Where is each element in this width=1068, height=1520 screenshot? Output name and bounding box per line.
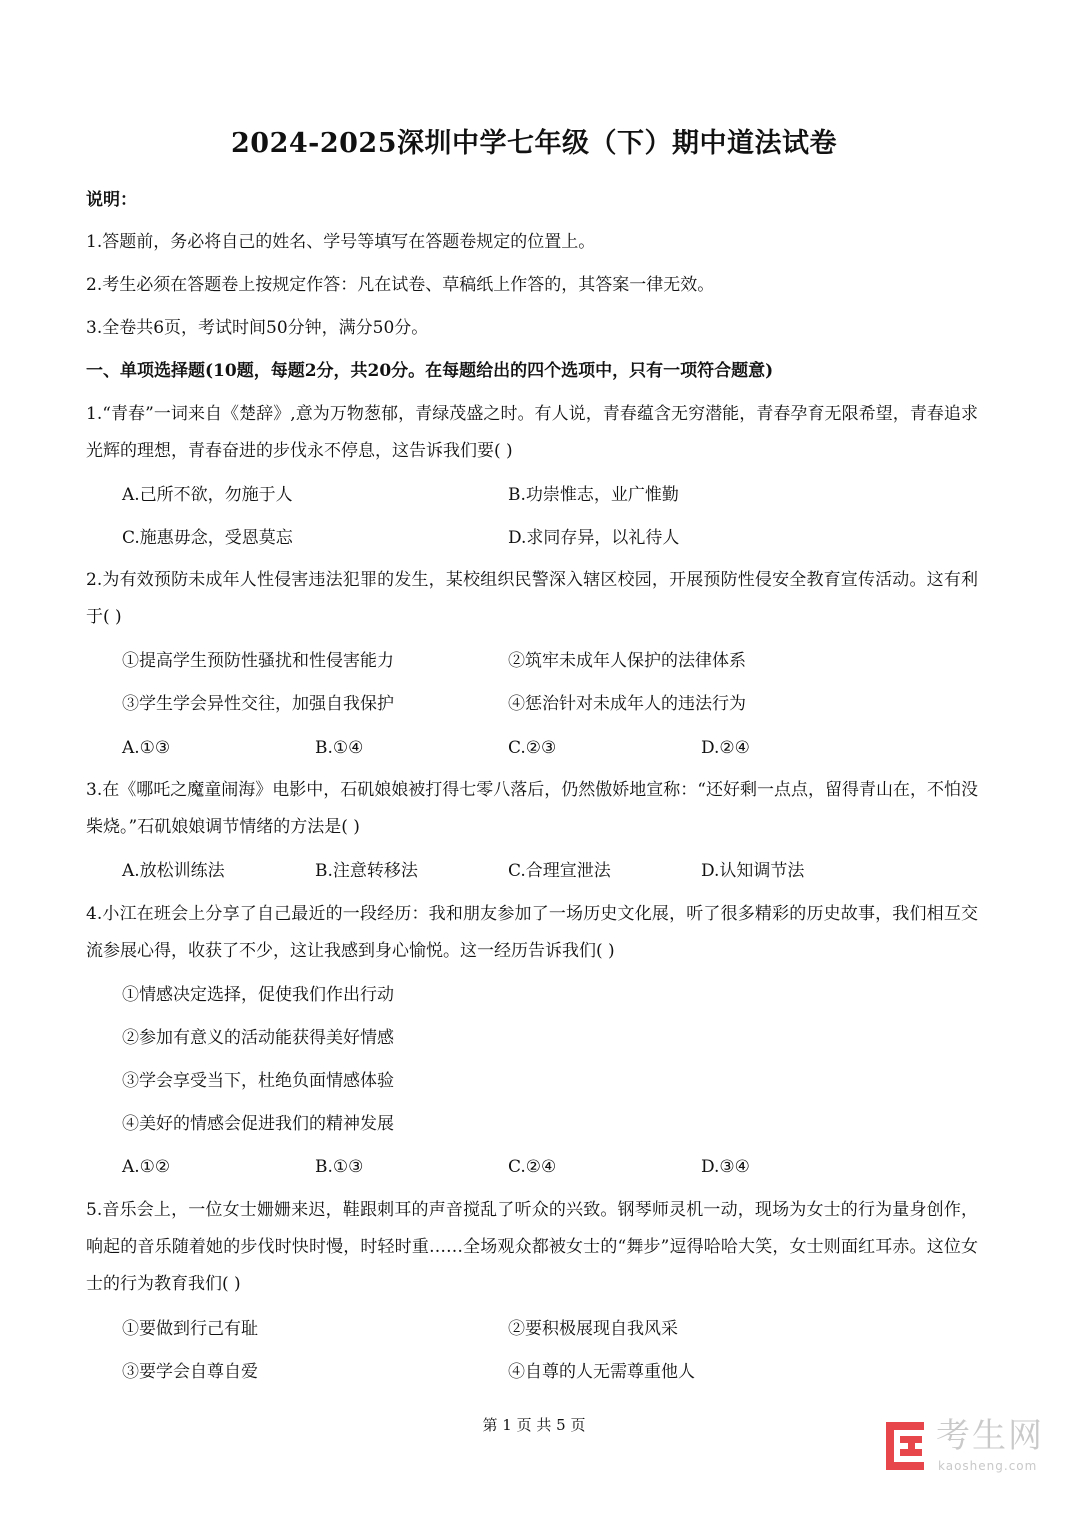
note-item-3: 3.全卷共6页，考试时间50分钟，满分50分。 [86, 318, 429, 338]
watermark-text: 考生网 [936, 1416, 1044, 1456]
section1-heading: 一、单项选择题(10题，每题2分，共20分。在每题给出的四个选项中，只有一项符合题意) [86, 361, 774, 381]
q5-statement-3: ③要学会自尊自爱 [122, 1362, 258, 1382]
page-title: 2024-2025深圳中学七年级（下）期中道法试卷 [231, 128, 837, 159]
q5-statement-1: ①要做到行己有耻 [122, 1319, 258, 1339]
note-item-2: 2.考生必须在答题卷上按规定作答：凡在试卷、草稿纸上作答的，其答案一律无效。 [86, 275, 715, 295]
question-2-stem: 2.为有效预防未成年人性侵害违法犯罪的发生，某校组织民警深入辖区校园，开展预防性侵安全教育宣传活动。这有利于( ) [86, 570, 978, 627]
question-5-stem: 5.音乐会上，一位女士姗姗来迟，鞋跟刺耳的声音搅乱了听众的兴致。钢琴师灵机一动，现场为女士的行为量身创作，响起的音乐随着她的步伐时快时慢，时轻时重……全场观众都被女士的“舞步”逗得哈哈大笑，女士则面红耳赤。这位女士的行为教育我们( ) [86, 1200, 978, 1294]
q2-option-a: A.①③ [122, 738, 171, 758]
page-footer: 第 1 页 共 5 页 [482, 1416, 586, 1434]
q4-statement-3: ③学会享受当下，杜绝负面情感体验 [122, 1071, 394, 1091]
q1-option-b: B.功崇惟志，业广惟勤 [508, 485, 679, 505]
q1-option-a: A.己所不欲，勿施于人 [122, 485, 293, 505]
q4-option-d: D.③④ [701, 1157, 750, 1177]
q2-statement-4: ④惩治针对未成年人的违法行为 [508, 694, 746, 714]
question-1-stem: 1.“青春”一词来自《楚辞》,意为万物葱郁，青绿茂盛之时。有人说，青春蕴含无穷潜能，青春孕育无限希望，青春追求光辉的理想，青春奋进的步伐永不停息，这告诉我们要( ) [86, 404, 978, 461]
q1-option-d: D.求同存异，以礼待人 [508, 528, 680, 548]
question-4-stem: 4.小江在班会上分享了自己最近的一段经历：我和朋友参加了一场历史文化展，听了很多精彩的历史故事，我们相互交流参展心得，收获了不少，这让我感到身心愉悦。这一经历告诉我们( ) [86, 904, 978, 961]
q2-option-b: B.①④ [315, 738, 364, 758]
q3-option-b: B.注意转移法 [315, 861, 418, 881]
kaosheng-logo-icon [884, 1418, 928, 1474]
question-3-stem: 3.在《哪吒之魔童闹海》电影中，石矶娘娘被打得七零八落后，仍然傲娇地宣称：“还好剩一点点，留得青山在，不怕没柴烧。”石矶娘娘调节情绪的方法是( ) [86, 780, 978, 837]
q2-statement-1: ①提高学生预防性骚扰和性侵害能力 [122, 651, 394, 671]
q2-statement-2: ②筑牢未成年人保护的法律体系 [508, 651, 746, 671]
q2-option-c: C.②③ [508, 738, 557, 758]
q3-option-a: A.放松训练法 [122, 861, 225, 881]
watermark-logo [884, 1414, 1054, 1482]
notes-heading: 说明： [86, 190, 137, 210]
note-item-1: 1.答题前，务必将自己的姓名、学号等填写在答题卷规定的位置上。 [86, 232, 596, 252]
q4-option-a: A.①② [122, 1157, 171, 1177]
q2-option-d: D.②④ [701, 738, 750, 758]
q3-option-c: C.合理宣泄法 [508, 861, 611, 881]
q1-option-c: C.施惠毋念，受恩莫忘 [122, 528, 293, 548]
watermark-subtext: kaosheng.com [938, 1459, 1038, 1473]
q5-statement-2: ②要积极展现自我风采 [508, 1319, 678, 1339]
q4-statement-4: ④美好的情感会促进我们的精神发展 [122, 1114, 394, 1134]
q4-statement-1: ①情感决定选择，促使我们作出行动 [122, 985, 394, 1005]
q4-option-c: C.②④ [508, 1157, 557, 1177]
q5-statement-4: ④自尊的人无需尊重他人 [508, 1362, 695, 1382]
q4-statement-2: ②参加有意义的活动能获得美好情感 [122, 1028, 394, 1048]
q3-option-d: D.认知调节法 [701, 861, 805, 881]
q4-option-b: B.①③ [315, 1157, 364, 1177]
q2-statement-3: ③学生学会异性交往，加强自我保护 [122, 694, 394, 714]
